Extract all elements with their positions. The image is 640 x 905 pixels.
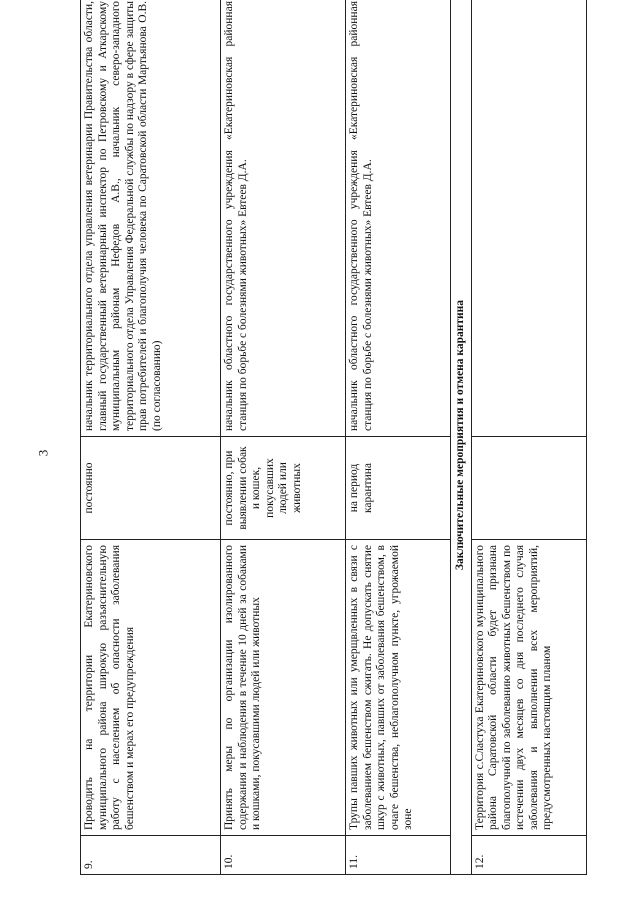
section-title: Заключительные мероприятия и отмена карантина <box>451 0 472 875</box>
row-number: 11. <box>346 836 451 875</box>
plan-table <box>80 0 587 875</box>
table-row <box>471 0 586 875</box>
measure-cell: Принять меры по организации изолированного содержания и наблюдения в течение 10 дней за собаками и кошками, покусавшими людей или животных <box>221 540 346 836</box>
term-cell <box>471 437 586 540</box>
term-cell: на период карантина <box>346 437 451 540</box>
section-header-row <box>451 0 472 875</box>
measure-cell: Проводить на территории Екатериновского муниципального района широкую разъяснительную работу с населением об опасности заболевания бешенством и мерах его предупреждения <box>81 540 221 836</box>
rotated-page <box>80 1 600 875</box>
responsible-cell: начальник территориального отдела управления ветеринарии Правительства области, главный государственный ветеринарный инспектор по Петровскому и Аткарскому муниципальным районам Нефедов А.В., начальник северо-западного территориального отдела Управления Федеральной службы по надзору в сфере защиты прав потребителей и благополучия человека по Саратовской области Мартьянова О.В. (по согласованию) <box>81 0 221 437</box>
term-cell: постоянно <box>81 437 221 540</box>
row-number: 12. <box>471 836 586 875</box>
measure-cell: Территория с.Сластуха Екатериновского муниципального района Саратовской области будет признана благополучной по заболеванию животных бешенством по истечении двух месяцев со дня последнего случая заболевания и выполнении всех мероприятий, предусмотренных настоящим планом <box>471 540 586 836</box>
responsible-cell: начальник областного государственного учреждения «Екатериновская районная станция по борьбе с болезнями животных» Евтеев Д.А. <box>221 0 346 437</box>
measure-cell: Трупы павших животных или умерщвленных в связи с заболеванием бешенством сжигать. Не допускать снятие шкур с животных, павших от заболевания бешенством, в очаге бешенства, неблагополучном пункте, угрожаемой зоне <box>346 540 451 836</box>
table-row <box>346 0 451 875</box>
responsible-cell <box>471 0 586 437</box>
row-number: 9. <box>81 836 221 875</box>
page-number: 3 <box>35 449 51 457</box>
responsible-cell: начальник областного государственного учреждения «Екатериновская районная станция по борьбе с болезнями животных» Евтеев Д.А. <box>346 0 451 437</box>
table-row <box>221 0 346 875</box>
term-cell: постоянно, при выявлении собак и кошек, покусавших людей или животных <box>221 437 346 540</box>
plan-table-container <box>80 1 600 875</box>
row-number: 10. <box>221 836 346 875</box>
table-row <box>81 0 221 875</box>
